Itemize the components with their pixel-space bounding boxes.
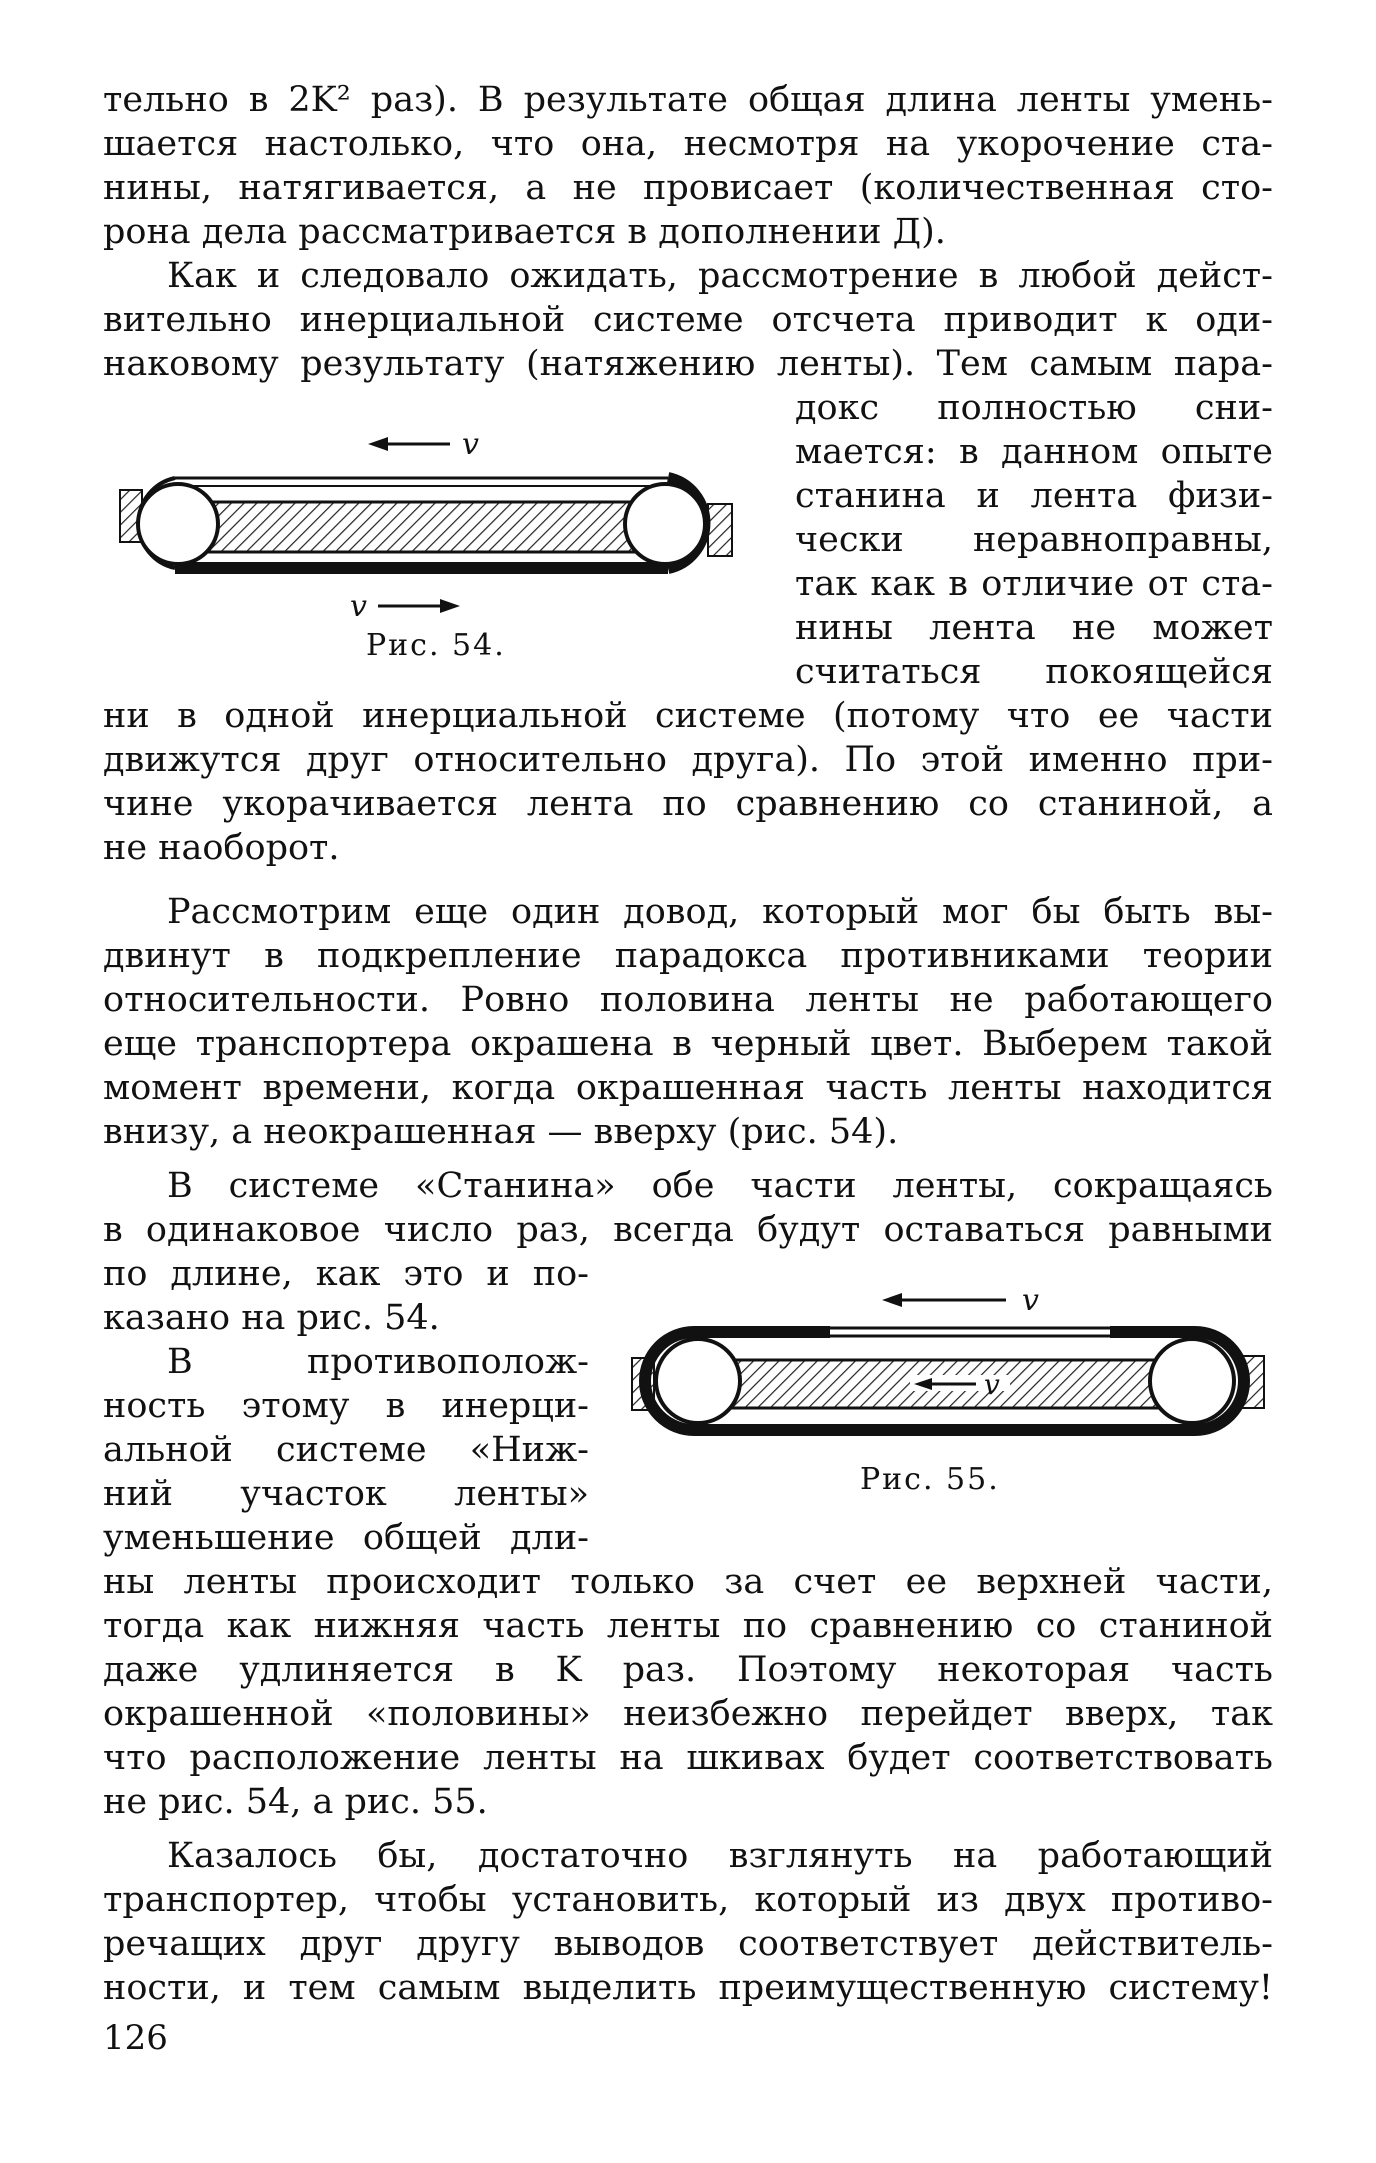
text-line: ны ленты происходит только за счет ее верхней части, [103,1562,1273,1602]
text-line: даже удлиняется в K раз. Поэтому некоторая часть [103,1650,1273,1690]
text-line: по длине, как это и по- [103,1254,589,1294]
text-line: внизу, а неокрашенная — вверху (рис. 54). [103,1112,899,1152]
text-line: ний участок ленты» [103,1474,589,1514]
text-line: уменьшение общей дли- [103,1518,589,1558]
figure-55 [630,1280,1270,1480]
text-line: Как и следовало ожидать, рассмотрение в любой дейст- [167,256,1273,296]
text-line: ни в одной инерциальной системе (потому что ее части [103,696,1273,736]
text-line: речащих друг другу выводов соответствует действитель- [103,1924,1273,1964]
figure-54 [110,420,750,660]
text-line: шается настолько, что она, несмотря на укорочение ста- [103,124,1273,164]
velocity-label-top: v [1022,1283,1039,1318]
text-line: в одинаковое число раз, всегда будут оставаться равными [103,1210,1273,1250]
text-line: чине укорачивается лента по сравнению со станиной, а [103,784,1273,824]
text-line: ность этому в инерци- [103,1386,589,1426]
text-line: докс полностью сни- [795,388,1273,428]
velocity-arrow-top [882,1293,1006,1307]
velocity-label-inner: v [984,1368,1000,1401]
velocity-arrow-bottom [378,599,460,613]
text-line: что расположение ленты на шкивах будет соответствовать [103,1738,1273,1778]
text-line: так как в отличие от ста- [795,564,1273,604]
text-line: транспортер, чтобы установить, который из двух противо- [103,1880,1273,1920]
text-line: тельно в 2K² раз). В результате общая длина ленты умень- [103,80,1273,120]
velocity-arrow-top [368,437,450,451]
text-line: мается: в данном опыте [795,432,1273,472]
text-line: нины, натягивается, а не провисает (количественная сто- [103,168,1273,208]
velocity-label-top: v [462,427,479,462]
text-line: казано на рис. 54. [103,1298,440,1338]
text-line: не наоборот. [103,828,340,868]
text-line: нины лента не может [795,608,1273,648]
velocity-label-bottom: v [350,589,367,624]
text-line: считаться покоящейся [795,652,1273,692]
text-line: ности, и тем самым выделить преимущественную систему! [103,1968,1273,2008]
text-line: В системе «Станина» обе части ленты, сокращаясь [167,1166,1273,1206]
text-line: вительно инерциальной системе отсчета приводит к оди- [103,300,1273,340]
text-line: момент времени, когда окрашенная часть ленты находится [103,1068,1273,1108]
text-line: станина и лента физи- [795,476,1273,516]
text-line: не рис. 54, а рис. 55. [103,1782,488,1822]
figure-55-caption: Рис. 55. [860,1462,1000,1497]
text-line: чески неравноправны, [795,520,1273,560]
text-line: Рассмотрим еще один довод, который мог бы быть вы- [167,892,1273,932]
text-line: относительности. Ровно половина ленты не работающего [103,980,1273,1020]
page-number: 126 [103,2018,168,2058]
text-line: Казалось бы, достаточно взглянуть на работающий [167,1836,1273,1876]
text-line: рона дела рассматривается в дополнении Д). [103,212,946,252]
text-line: тогда как нижняя часть ленты по сравнению со станиной [103,1606,1273,1646]
text-line: окрашенной «половины» неизбежно перейдет вверх, так [103,1694,1273,1734]
text-line: двинут в подкрепление парадокса противниками теории [103,936,1273,976]
text-line: движутся друг относительно друга). По этой именно при- [103,740,1273,780]
text-line: еще транспортера окрашена в черный цвет. Выберем такой [103,1024,1273,1064]
text-line: В противополож- [167,1342,589,1382]
figure-54-caption: Рис. 54. [366,628,506,663]
text-line: альной системе «Ниж- [103,1430,589,1470]
text-line: наковому результату (натяжению ленты). Тем самым пара- [103,344,1273,384]
